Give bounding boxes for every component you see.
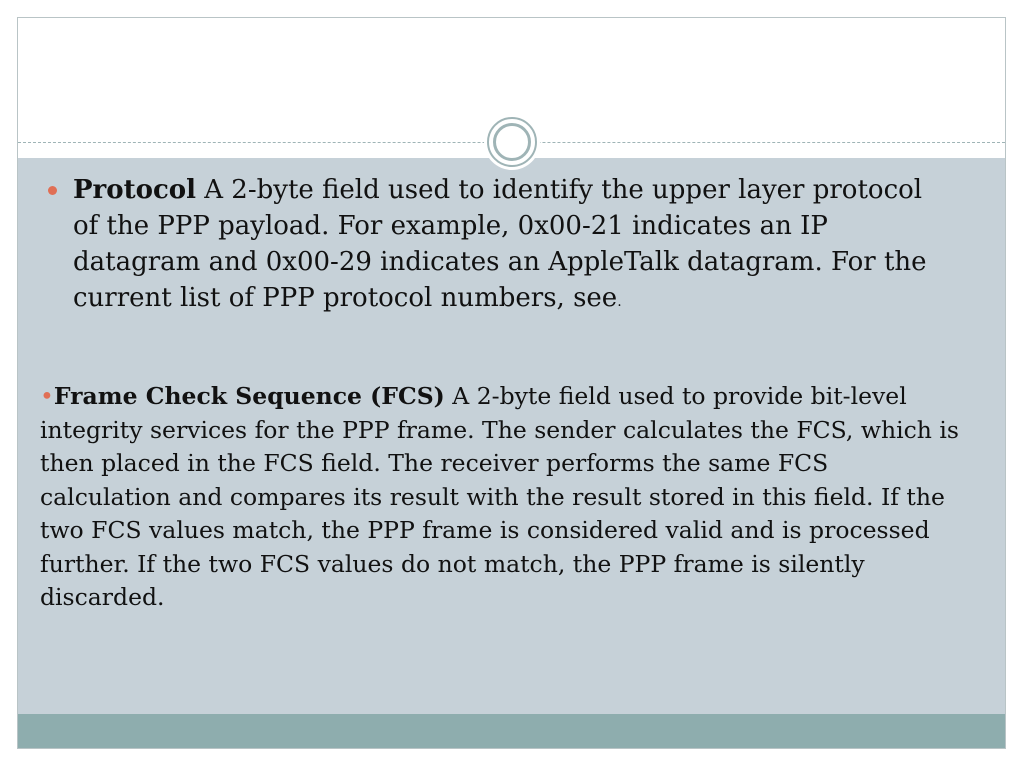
bullet-protocol-term: Protocol: [73, 175, 196, 205]
bullet-protocol-body: A 2-byte field used to identify the upper layer protocol of the PPP payload. For example, 0x00-21 indicates an IP datagram and 0x00-29 indicates an AppleTalk datagram. For the current list of PPP protocol numbers, see: [73, 175, 927, 313]
circle-ornament-icon: [484, 114, 540, 170]
bullet-fcs-marker: •: [40, 382, 54, 410]
bullet-protocol: [56, 172, 936, 320]
ornament-inner-ring: [493, 123, 531, 161]
bullet-fcs-term: Frame Check Sequence (FCS): [53, 382, 445, 410]
footer-band: [18, 714, 1005, 748]
bullet-fcs: [40, 380, 960, 615]
bullet-fcs-body: A 2-byte field used to provide bit-level integrity services for the PPP frame. The sender calculates the FCS, which is then placed in the FCS field. The receiver performs the same FCS calculation and compares its result with the result stored in this field. If the two FCS values match, the PPP frame is considered valid and is processed further. If the two FCS values do not match, the PPP frame is silently discarded.: [40, 382, 959, 611]
bullet-dot-icon: [48, 186, 57, 195]
bullet-protocol-text: [73, 172, 936, 320]
bullet-protocol-trailing: .: [617, 294, 622, 310]
